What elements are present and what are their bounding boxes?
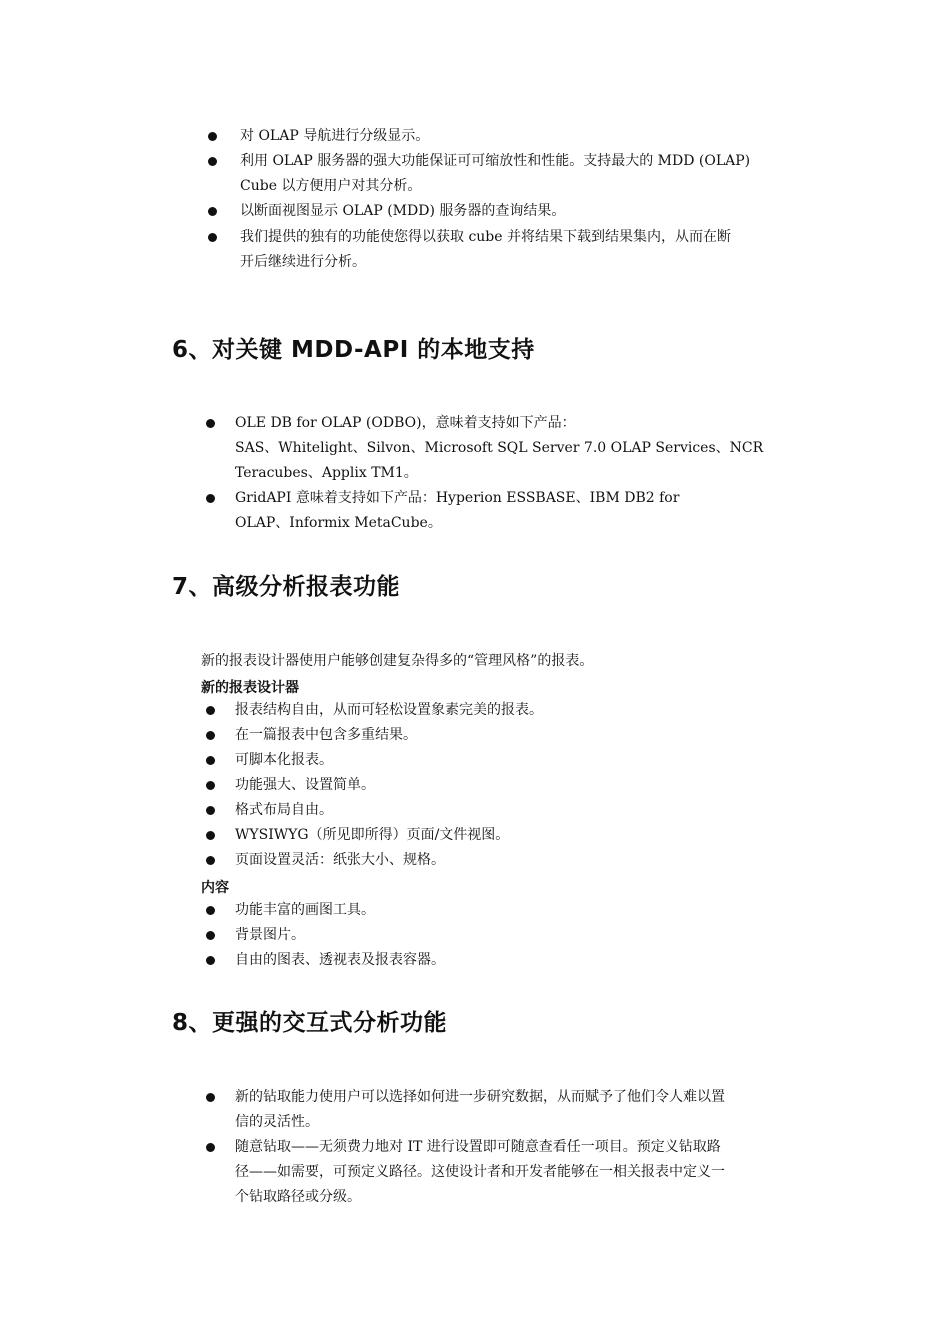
item-text: 自由的图表、透视表及报表容器。 [235,952,445,968]
bullet-icon [206,856,215,865]
list-item [235,848,445,873]
item-text: 信的灵活性。 [235,1114,319,1130]
bullet-icon [208,132,217,141]
bullet-icon [206,931,215,940]
item-text: 在一篇报表中包含多重结果。 [235,727,417,743]
bullet-icon [206,731,215,740]
list-item [235,923,305,948]
subheading: 内容 [201,880,229,896]
item-text: 功能丰富的画图工具。 [235,902,375,918]
bullet-icon [206,906,215,915]
bullet-icon [206,1143,215,1152]
item-text: 新的钻取能力使用户可以选择如何进一步研究数据，从而赋予了他们令人难以置 [235,1089,725,1105]
item-text: 报表结构自由，从而可轻松设置象素完美的报表。 [235,702,543,718]
list-item [235,1085,725,1135]
list-item [235,748,333,773]
item-text: 个钻取路径或分级。 [235,1189,361,1205]
item-text: 随意钻取——无须费力地对 IT 进行设置即可随意查看任一项目。预定义钻取路 [235,1139,721,1155]
item-text: 开后继续进行分析。 [240,254,366,270]
bullet-icon [208,157,217,166]
section-heading: 8、更强的交互式分析功能 [172,1010,448,1036]
list-item [235,486,679,536]
bullet-icon [206,419,215,428]
bullet-icon [206,494,215,503]
bullet-icon [208,233,217,242]
item-text: SAS、Whitelight、Silvon、Microsoft SQL Server 7.0 OLAP Services、NCR [235,440,764,456]
item-text: WYSIWYG（所见即所得）页面/文件视图。 [235,827,510,843]
item-text: 我们提供的独有的功能使您得以获取 cube 并将结果下载到结果集内，从而在断 [240,229,732,245]
section-heading: 6、对关键 MDD-API 的本地支持 [172,337,535,363]
list-item [235,948,445,973]
bullet-icon [206,781,215,790]
item-text: 对 OLAP 导航进行分级显示。 [240,128,430,144]
item-text: 背景图片。 [235,927,305,943]
list-item [235,773,375,798]
subheading: 新的报表设计器 [201,680,299,696]
item-text: 径——如需要，可预定义路径。这使设计者和开发者能够在一相关报表中定义一 [235,1164,725,1180]
item-text: 以断面视图显示 OLAP (MDD) 服务器的查询结果。 [240,203,566,219]
item-text: 页面设置灵活：纸张大小、规格。 [235,852,445,868]
list-item [235,898,375,923]
list-item [235,698,543,723]
item-text: Teracubes、Applix TM1。 [235,465,418,481]
list-item [235,1135,725,1210]
bullet-icon [206,956,215,965]
list-item [235,823,509,848]
list-item [235,723,417,748]
item-text: 利用 OLAP 服务器的强大功能保证可可缩放性和性能。支持最大的 MDD (OLAP) [240,153,751,169]
paragraph: 新的报表设计器使用户能够创建复杂得多的“管理风格”的报表。 [201,653,594,669]
item-text: GridAPI 意味着支持如下产品：Hyperion ESSBASE、IBM DB2 for [235,490,680,506]
list-item [240,149,750,199]
list-item [240,225,731,275]
bullet-icon [206,806,215,815]
list-item [235,798,333,823]
item-text: Cube 以方便用户对其分析。 [240,178,422,194]
section-heading: 7、高级分析报表功能 [172,574,401,600]
item-text: OLE DB for OLAP (ODBO)，意味着支持如下产品： [235,415,576,431]
bullet-icon [206,706,215,715]
list-item [240,199,565,224]
item-text: 功能强大、设置简单。 [235,777,375,793]
list-item [240,124,429,149]
item-text: OLAP、Informix MetaCube。 [235,515,442,531]
item-text: 可脚本化报表。 [235,752,333,768]
item-text: 格式布局自由。 [235,802,333,818]
bullet-icon [206,831,215,840]
bullet-icon [208,207,217,216]
bullet-icon [206,1093,215,1102]
list-item [235,411,763,486]
bullet-icon [206,756,215,765]
